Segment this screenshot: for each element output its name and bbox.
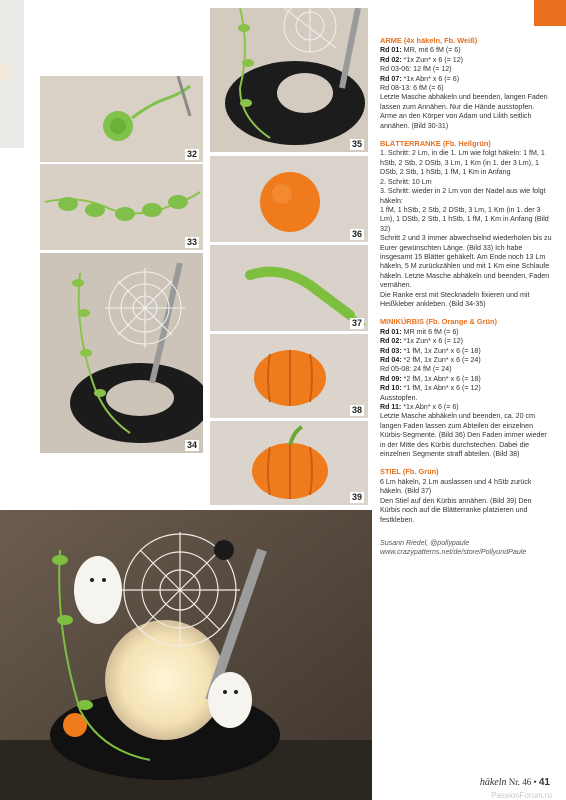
- paragraph: Letzte Masche abhäkeln und beenden, langen Faden lassen zum Annähen. Nur die Hände ausstopfen. Arme an den Körper von Adam und Lilith seitlich annähen. (Bild 30-31): [380, 93, 548, 130]
- magazine-name: häkeln: [479, 777, 507, 788]
- paragraph: 2. Schritt: 10 Lm: [380, 177, 432, 186]
- round-line: Rd 09: *2 fM, 1x Abn* x 6 (= 18): [380, 374, 481, 383]
- photo-number: 34: [186, 440, 197, 450]
- photo-39: [210, 421, 368, 505]
- photo-38: [210, 334, 368, 418]
- round-line: Rd 01: MR mit 6 fM (= 6): [380, 327, 459, 336]
- photo-37: [210, 245, 368, 331]
- credit-author: Susann Riedel, @pollypaule: [380, 538, 470, 547]
- photo-number: 32: [186, 149, 197, 159]
- section-kuerbis: [380, 317, 552, 459]
- orange-corner-decoration: [534, 0, 566, 26]
- round-line: Rd 08-13: 6 fM (= 6): [380, 84, 444, 93]
- photo-number: 39: [351, 492, 362, 502]
- section-heading: STIEL (Fb. Grün): [380, 467, 439, 477]
- round-line: Rd 10: *1 fM, 1x Abn* x 6 (= 12): [380, 384, 481, 393]
- photo-32: [40, 76, 203, 162]
- issue-number: Nr. 46: [508, 777, 532, 787]
- photo-number: 35: [351, 139, 362, 149]
- section-ranke: [380, 139, 552, 309]
- credit: [380, 539, 552, 558]
- footer-bullet: •: [533, 777, 537, 787]
- photo-34: [40, 253, 203, 453]
- round-line: Rd 05-08: 24 fM (= 24): [380, 365, 452, 374]
- section-heading: BLÄTTERRANKE (Fb. Hellgrün): [380, 139, 491, 149]
- photo-36: [210, 156, 368, 242]
- instructions-column: [380, 36, 552, 558]
- paragraph: 6 Lm häkeln, 2 Lm auslassen und 4 hStb zurück häkeln. (Bild 37): [380, 477, 532, 496]
- photo-number: 37: [351, 318, 362, 328]
- paragraph: Schritt 2 und 3 immer abwechselnd wiederholen bis zu Eurer gewünschten Länge. (Bild 33) Ich habe insgesamt 15 Blätter gehäkelt. Am Ende noch 13 Lm häkeln, 5 M zurückzählen und mit 1 Km eine Schlaufe häkeln. Letzte Masche abhäkeln und beenden, Faden vernähen.: [380, 234, 552, 290]
- photo-number: 33: [186, 237, 197, 247]
- page-number: 41: [538, 777, 550, 788]
- photo-35: [210, 8, 368, 152]
- paragraph: Die Ranke erst mit Stecknadeln fixieren und mit Heißkleber ankleben. (Bild 34-35): [380, 290, 530, 308]
- paragraph: 1. Schritt: 2 Lm, in die 1. Lm wie folgt häkeln: 1 fM, 1 hStb, 2 Stb, 2 DStb, 3 Lm, 1 Km (in 1. der 3 Lm), 1 DStb, 2 Stb, 1 hStb, 1 fM, 1 Km in Anfang: [380, 149, 545, 177]
- round-line: Rd 03-06: 12 fM (= 12): [380, 65, 452, 74]
- round-line: Rd 07: *1x Abn* x 6 (= 6): [380, 74, 460, 83]
- photo-main-lamp: [0, 510, 372, 800]
- paragraph: Den Stiel auf den Kürbis annähen. (Bild 39) Den Kürbis noch auf die Blätterranke platzieren und festkleben.: [380, 496, 532, 524]
- section-stiel: [380, 467, 552, 524]
- photo-number: 36: [351, 229, 362, 239]
- section-heading: MINIKÜRBIS (Fb. Orange & Grün): [380, 317, 498, 327]
- round-line: Rd 02: *1x Zun* x 6 (= 12): [380, 337, 463, 346]
- round-line: Rd 02: *1x Zun* x 6 (= 12): [380, 55, 463, 64]
- watermark: PassionForum.ru: [491, 791, 552, 800]
- paragraph: 1 fM, 1 hStb, 2 Stb, 2 DStb, 3 Lm, 1 Km (in 1. der 3 Lm), 1 DStb, 2 Stb, 1 hStb, 1 fM, 1 Km in Anfang (Bild 32): [380, 205, 549, 233]
- section-arme: [380, 36, 552, 131]
- round-line: Rd 04: *2 fM, 1x Zun* x 6 (= 24): [380, 356, 481, 364]
- page-footer: [480, 777, 550, 788]
- photo-partial-left: [0, 0, 24, 148]
- credit-url: www.crazypatterns.net/de/store/PollyundPaule: [380, 548, 527, 557]
- paragraph: 3. Schritt: wieder in 2 Lm von der Nadel aus wie folgt häkeln:: [380, 187, 546, 205]
- round-line: Rd 11: *1x Abn* x 6 (= 6): [380, 403, 459, 412]
- paragraph: Letzte Masche abhäkeln und beenden, ca. 20 cm langen Faden lassen zum Abteilen der einzelnen Kürbis-Segmente. (Bild 36) Den Faden immer wieder in der Mitte des Kürbis durchstechen. Dabei die einzelnen Segmente straff abteilen. (Bild 38): [380, 412, 547, 459]
- round-line: Ausstopfen.: [380, 393, 418, 402]
- photo-33: [40, 164, 203, 250]
- section-heading: ARME (4x häkeln, Fb. Weiß): [380, 36, 478, 45]
- round-line: Rd 03: *1 fM, 1x Zun* x 6 (= 18): [380, 346, 481, 355]
- round-line: Rd 01: MR, mit 6 fM (= 6): [380, 46, 461, 55]
- photo-number: 38: [351, 405, 362, 415]
